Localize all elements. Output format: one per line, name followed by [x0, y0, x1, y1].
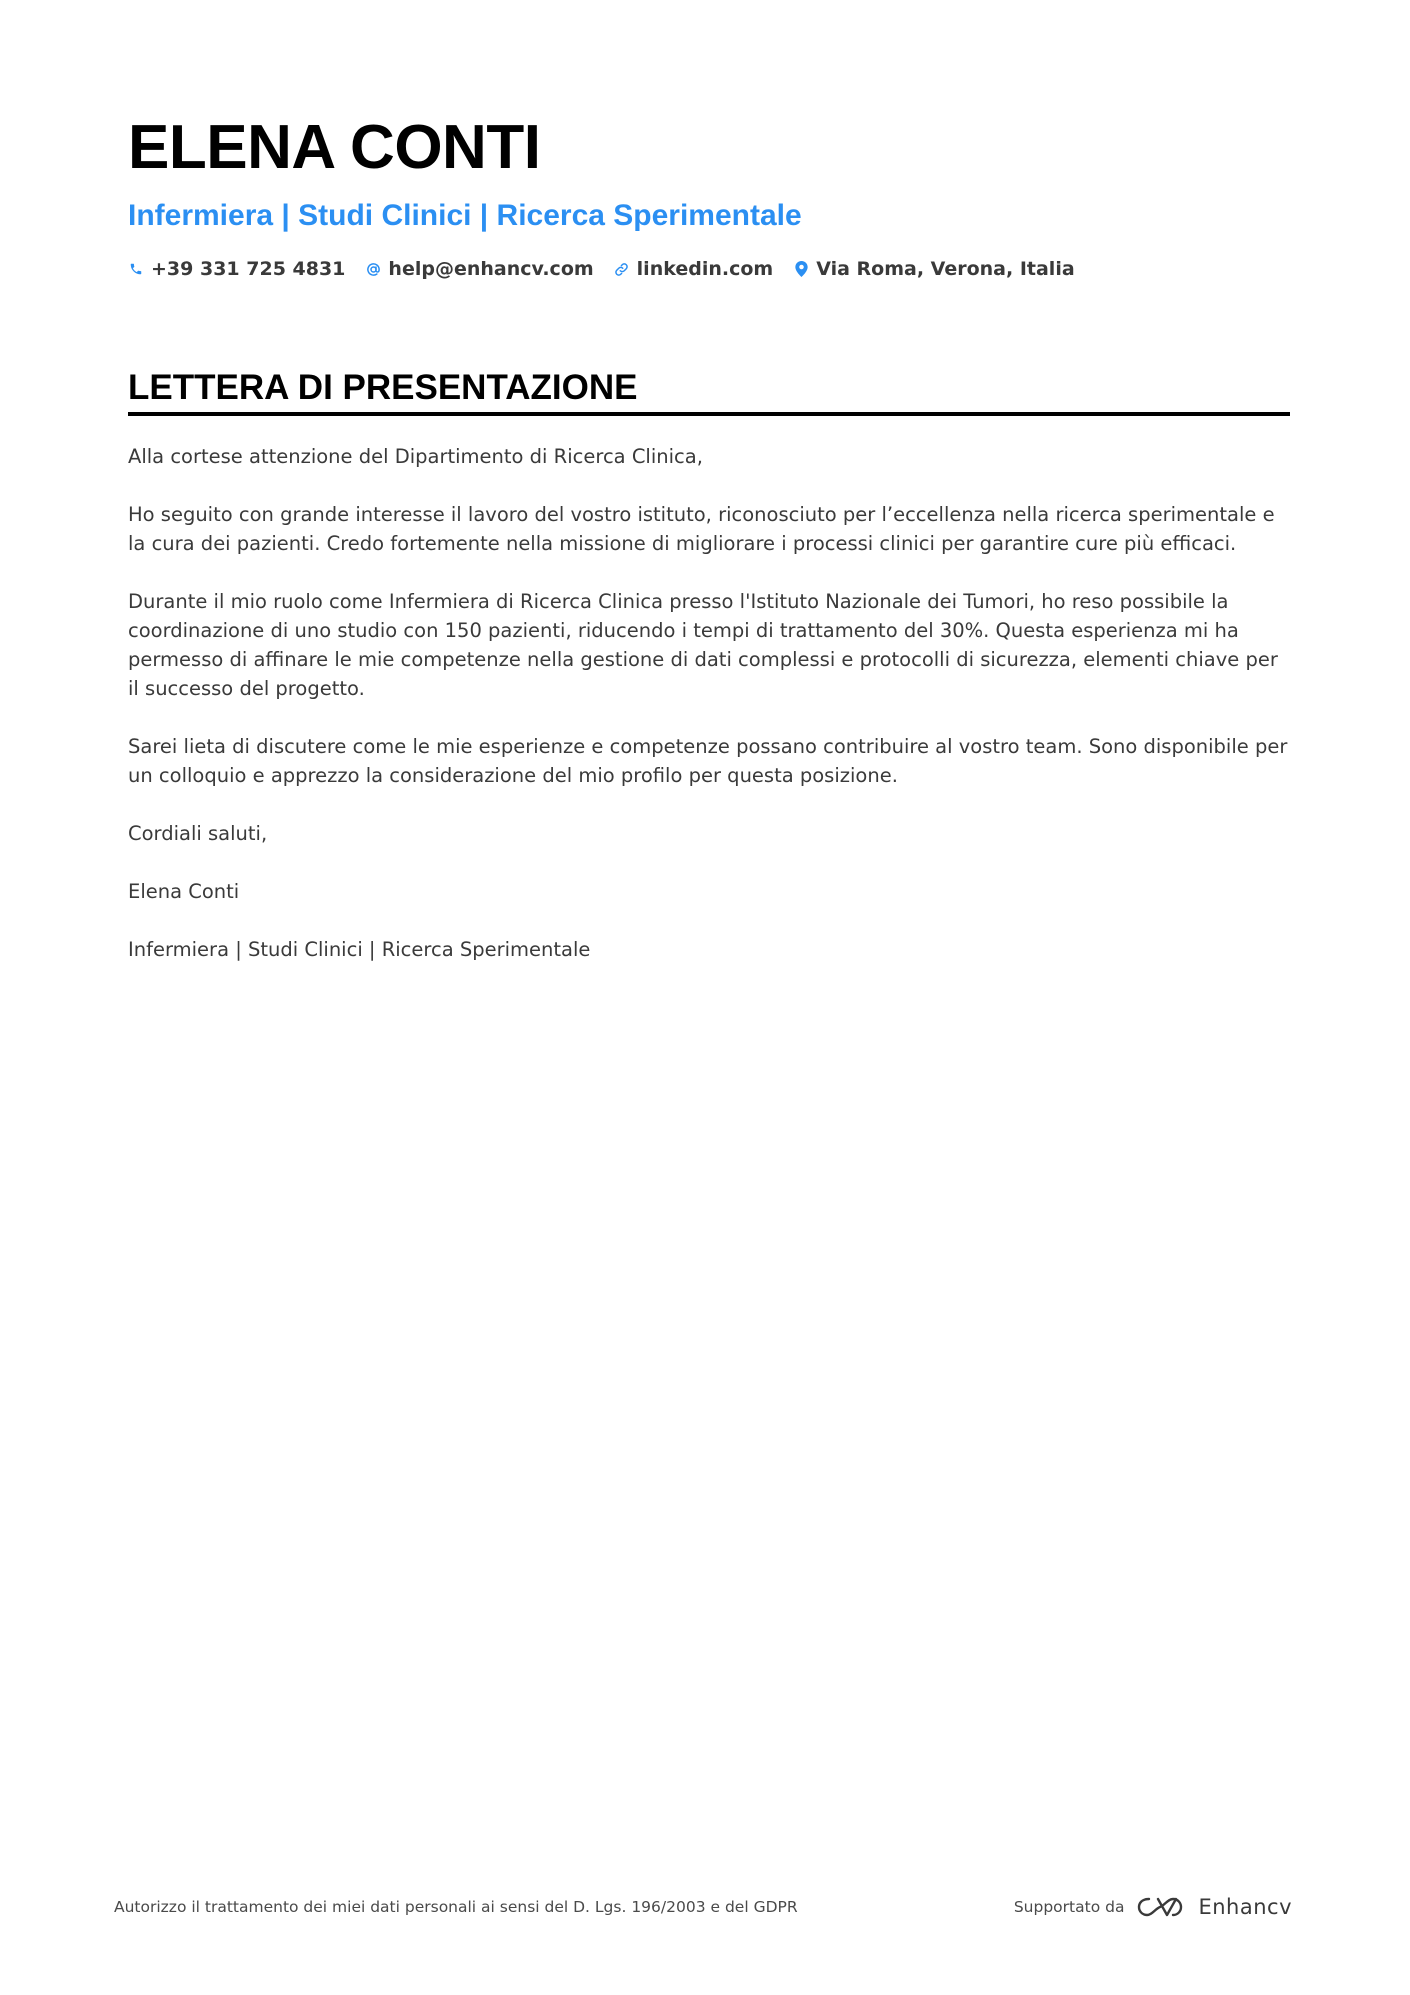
applicant-name: ELENA CONTI: [128, 113, 541, 182]
link-icon: [614, 260, 630, 278]
location-text: Via Roma, Verona, Italia: [816, 258, 1075, 280]
privacy-consent-text: Autorizzo il trattamento dei miei dati personali ai sensi del D. Lgs. 196/2003 e del GDPR: [114, 1898, 798, 1916]
contact-phone: [128, 258, 345, 280]
letter-signature-title: Infermiera | Studi Clinici | Ricerca Sperimentale: [128, 938, 591, 961]
letter-paragraph: Sarei lieta di discutere come le mie esperienze e competenze possano contribuire al vostro team. Sono disponibile per un colloquio e apprezzo la considerazione del mio profilo per questa posizione.: [128, 735, 1288, 787]
letter-paragraph: Ho seguito con grande interesse il lavoro del vostro istituto, riconosciuto per l’eccellenza nella ricerca sperimentale e la cura dei pazienti. Credo fortemente nella missione di migliorare i processi clinici per garantire cure più efficaci.: [128, 503, 1275, 555]
letter-signature-name: Elena Conti: [128, 880, 240, 903]
email-text[interactable]: help@enhancv.com: [388, 258, 594, 280]
cover-letter-section: [128, 366, 1290, 993]
enhancv-logo-icon: [1136, 1894, 1184, 1920]
contact-linkedin: [614, 258, 774, 280]
letter-paragraph: Durante il mio ruolo come Infermiera di Ricerca Clinica presso l'Istituto Nazionale dei Tumori, ho reso possibile la coordinazione di uno studio con 150 pazienti, riducendo i tempi di trattamento del 30%. Questa esperienza mi ha permesso di affinare le mie competenze nella gestione di dati complessi e protocolli di sicurezza, elementi chiave per il successo del progetto.: [128, 590, 1278, 700]
contact-location: [793, 258, 1074, 280]
section-title: LETTERA DI PRESENTAZIONE: [128, 366, 1290, 416]
letter-body: [128, 442, 1290, 964]
powered-by: [1014, 1894, 1292, 1920]
applicant-headline: Infermiera | Studi Clinici | Ricerca Sperimentale: [128, 199, 802, 232]
at-icon: [365, 260, 381, 278]
phone-icon: [128, 260, 144, 278]
letter-closing: Cordiali saluti,: [128, 822, 268, 845]
powered-by-label: Supportato da: [1013, 1898, 1125, 1916]
header: [128, 110, 1290, 280]
phone-text[interactable]: +39 331 725 4831: [151, 258, 346, 280]
brand-wordmark: Enhancv: [1198, 1895, 1292, 1919]
footer: [114, 1894, 1292, 1920]
letter-salutation: Alla cortese attenzione del Dipartimento di Ricerca Clinica,: [128, 445, 703, 468]
contact-bar: [128, 258, 1290, 280]
location-pin-icon: [793, 260, 809, 278]
contact-email: [365, 258, 593, 280]
linkedin-text[interactable]: linkedin.com: [636, 258, 774, 280]
